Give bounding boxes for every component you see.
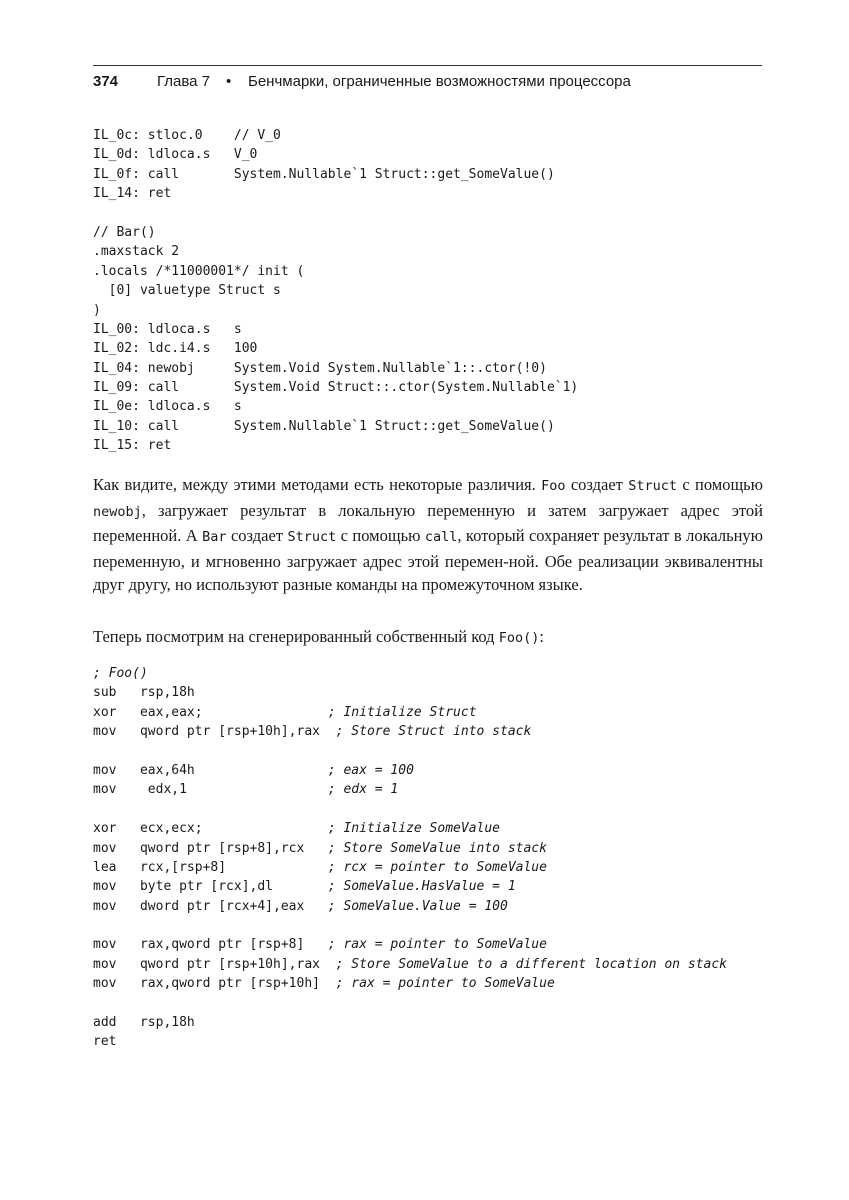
code-line: IL_0d: ldloca.s V_0	[93, 147, 258, 163]
text-run: создает	[565, 475, 629, 494]
code-comment: ; eax = 100	[327, 762, 414, 778]
code-comment: ; Store SomeValue to a different location on stack	[335, 956, 727, 972]
code-line: [0] valuetype Struct s	[93, 283, 281, 299]
code-term: Struct	[287, 529, 337, 545]
text-run: с помощью	[336, 526, 425, 545]
code-line	[93, 742, 727, 761]
text-run: , который сохраняет результат в локальную переменную, и мгновенно загружает адрес этой перемен-ной. Обе реализации эквивалентны друг другу, но используют разные команды на промежуточном языке.	[93, 526, 764, 594]
code-comment: ; Foo()	[93, 666, 148, 681]
asm-code-listing	[93, 664, 727, 1052]
code-line	[93, 994, 727, 1013]
code-line	[93, 703, 727, 722]
code-term: Foo	[541, 478, 566, 494]
code-term: Foo()	[498, 630, 540, 646]
code-line: IL_15: ret	[93, 438, 172, 454]
text-run: :	[539, 627, 544, 646]
code-instruction: ret	[93, 1034, 117, 1050]
running-header	[93, 70, 762, 94]
code-line: IL_0f: call System.Nullable`1 Struct::get_SomeValue()	[93, 166, 555, 182]
text-run: , загружает результат в локальную переменную и затем загружает адрес этой переменной. А	[93, 500, 763, 545]
code-comment: ; rax = pointer to SomeValue	[327, 937, 547, 953]
code-line	[93, 897, 727, 916]
page-number: 374	[93, 73, 119, 90]
code-term: newobj	[93, 503, 142, 520]
code-line	[93, 974, 727, 993]
chapter-title: Бенчмарки, ограниченные возможностями процессора	[248, 73, 631, 90]
chapter-label: Глава 7	[157, 73, 211, 90]
code-comment: ; edx = 1	[327, 782, 399, 798]
code-line	[93, 877, 727, 896]
text-run: Теперь посмотрим на сгенерированный собственный код	[93, 627, 499, 646]
code-line	[93, 1013, 727, 1032]
code-term: Struct	[628, 478, 677, 494]
code-line	[93, 916, 727, 935]
header-bullet: •	[226, 73, 232, 90]
code-comment: ; SomeValue.Value = 100	[327, 898, 508, 914]
code-comment: ; rax = pointer to SomeValue	[335, 976, 555, 992]
code-comment: ; Initialize Struct	[327, 704, 477, 720]
code-line	[93, 664, 727, 683]
code-line: IL_02: ldc.i4.s 100	[93, 341, 258, 357]
code-instruction: mov byte ptr [rcx],dl	[93, 879, 328, 895]
code-comment: ; Store Struct into stack	[335, 724, 532, 740]
code-line: )	[93, 302, 101, 318]
code-instruction: mov qword ptr [rsp+10h],rax	[93, 956, 336, 972]
code-line	[93, 819, 727, 838]
code-line: IL_14: ret	[93, 186, 172, 202]
code-instruction: mov rax,qword ptr [rsp+10h]	[93, 976, 336, 992]
code-line: IL_10: call System.Nullable`1 Struct::get_SomeValue()	[93, 418, 555, 434]
code-instruction: mov qword ptr [rsp+8],rcx	[93, 840, 328, 856]
code-line: .locals /*11000001*/ init (	[93, 263, 305, 279]
text-run: Как видите, между этими методами есть некоторые различия.	[93, 475, 542, 494]
code-comment: ; Initialize SomeValue	[327, 821, 500, 837]
code-line	[93, 935, 727, 954]
code-instruction: mov eax,64h	[93, 762, 328, 778]
code-line	[93, 800, 727, 819]
code-line	[93, 1032, 727, 1051]
code-comment: ; Store SomeValue into stack	[327, 840, 547, 856]
code-line	[93, 761, 727, 780]
code-line: IL_0c: stloc.0 // V_0	[93, 128, 281, 143]
code-instruction: xor eax,eax;	[93, 704, 328, 720]
paragraph-native-code-intro	[93, 625, 763, 651]
code-instruction: add rsp,18h	[93, 1015, 195, 1031]
text-run: с помощью	[677, 475, 764, 494]
code-comment: ; SomeValue.HasValue = 1	[327, 879, 516, 895]
code-instruction: sub rsp,18h	[93, 685, 195, 701]
code-instruction: mov qword ptr [rsp+10h],rax	[93, 724, 336, 740]
code-instruction: lea rcx,[rsp+8]	[93, 859, 328, 875]
code-instruction: mov dword ptr [rcx+4],eax	[93, 898, 328, 914]
code-line	[93, 839, 727, 858]
code-line	[93, 722, 727, 741]
code-term: Bar	[202, 529, 227, 545]
code-comment: ; rcx = pointer to SomeValue	[327, 859, 547, 875]
il-code-listing	[93, 126, 578, 456]
code-line	[93, 204, 578, 223]
header-rule	[93, 65, 762, 66]
code-instruction: xor ecx,ecx;	[93, 821, 328, 837]
code-line: IL_04: newobj System.Void System.Nullable`1::.ctor(!0)	[93, 360, 547, 376]
code-line: .maxstack 2	[93, 244, 180, 260]
code-line	[93, 955, 727, 974]
code-instruction: mov rax,qword ptr [rsp+8]	[93, 937, 328, 953]
code-line	[93, 780, 727, 799]
code-line	[93, 858, 727, 877]
code-line	[93, 683, 727, 702]
code-instruction: mov edx,1	[93, 782, 328, 798]
code-line: // Bar()	[93, 224, 156, 240]
text-run: создает	[226, 526, 288, 545]
code-line: IL_09: call System.Void Struct::.ctor(System.Nullable`1)	[93, 380, 579, 396]
code-line: IL_00: ldloca.s s	[93, 321, 242, 337]
code-line: IL_0e: ldloca.s s	[93, 399, 242, 415]
paragraph-differences	[93, 473, 763, 597]
code-term: call	[424, 529, 458, 545]
